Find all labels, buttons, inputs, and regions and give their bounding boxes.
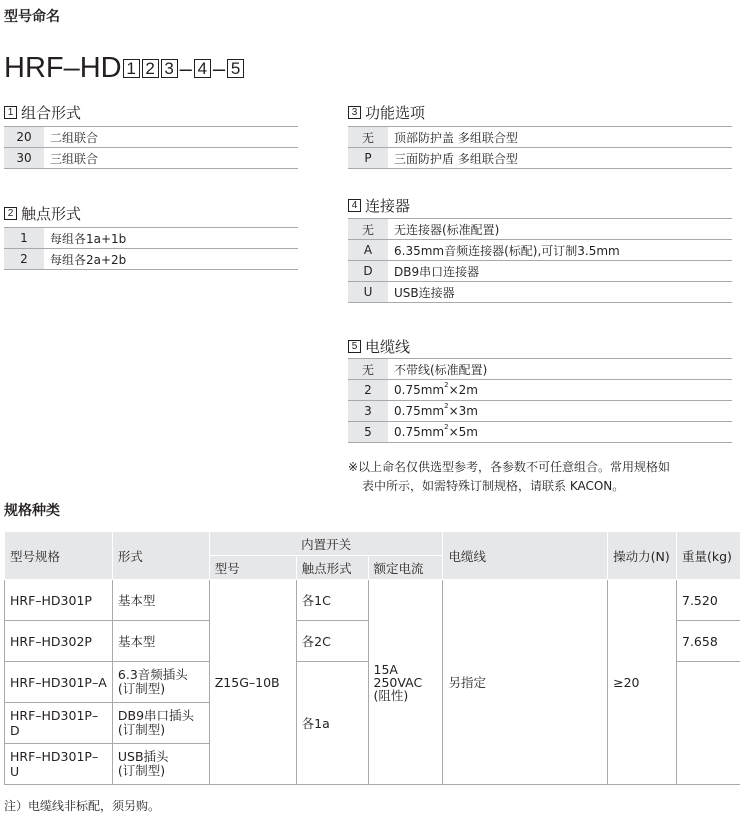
function-title: 功能选项 (365, 104, 426, 122)
option-code: 无 (348, 127, 388, 148)
superscript: 2 (444, 423, 449, 431)
cable-table (348, 358, 732, 443)
option-code: U (348, 282, 388, 303)
note-line-1: ※以上命名仅供选型参考，各参数不可任意组合。常用规格如 (348, 460, 671, 474)
model-box-1: 1 (123, 59, 140, 78)
cell-rated-current (368, 580, 443, 785)
cell-contact: 各1a (296, 662, 368, 785)
table-row (348, 240, 732, 261)
connector-heading (348, 195, 410, 216)
model-sep: – (212, 55, 226, 81)
connector-table (348, 218, 732, 303)
option-desc: USB连接器 (388, 282, 732, 303)
header-rated-current: 额定电流 (368, 556, 443, 580)
option-desc: 每组各2a+2b (44, 249, 298, 270)
cell-force: ≥20 (608, 580, 677, 785)
table-row (348, 219, 732, 240)
combo-table (4, 126, 298, 169)
table-row (348, 401, 732, 422)
cable-num: 5 (348, 340, 361, 353)
function-table (348, 126, 732, 169)
cable-length: ×2m (448, 383, 478, 397)
naming-title: 型号命名 (4, 9, 60, 25)
naming-note (348, 458, 670, 496)
header-force: 操动力(N) (608, 532, 677, 580)
model-prefix: HRF–HD (4, 52, 122, 84)
cell-model: HRF–HD301P–A (5, 662, 113, 703)
option-desc: 三面防护盾 多组联合型 (388, 148, 732, 169)
cable-size: 0.75mm (394, 404, 445, 418)
option-desc: 无连接器(标准配置) (388, 219, 732, 240)
cell-model: HRF–HD301P–D (5, 703, 113, 744)
table-row (4, 148, 298, 169)
combo-num: 1 (4, 106, 17, 119)
option-desc (388, 422, 732, 443)
header-switch-model: 型号 (209, 556, 296, 580)
header-builtin-switch: 内置开关 (209, 532, 443, 556)
cell-model: HRF–HD301P (5, 580, 113, 621)
option-code: 20 (4, 127, 44, 148)
cell-form (112, 703, 209, 744)
form-line: (订制型) (117, 722, 166, 737)
table-row (348, 127, 732, 148)
cable-size: 0.75mm (394, 383, 445, 397)
option-code: 30 (4, 148, 44, 169)
option-desc: 不带线(标准配置) (388, 359, 732, 380)
option-desc (388, 380, 732, 401)
spec-table (4, 531, 740, 785)
table-row (348, 422, 732, 443)
option-code: D (348, 261, 388, 282)
option-code: 2 (348, 380, 388, 401)
table-row (5, 580, 740, 621)
table-row (348, 380, 732, 401)
cell-weight (677, 662, 740, 785)
footnote: 注）电缆线非标配，须另购。 (4, 799, 161, 813)
option-desc: 三组联合 (44, 148, 298, 169)
model-box-3: 3 (161, 59, 178, 78)
form-line: DB9串口插头 (117, 708, 195, 723)
header-cable: 电缆线 (443, 532, 608, 580)
rated-current-line: 250VAC (373, 674, 423, 690)
option-code: 3 (348, 401, 388, 422)
option-desc: 每组各1a+1b (44, 228, 298, 249)
cable-title: 电缆线 (365, 338, 411, 356)
cell-model: HRF–HD302P (5, 621, 113, 662)
cell-contact: 各1C (296, 580, 368, 621)
option-desc: 顶部防护盖 多组联合型 (388, 127, 732, 148)
cell-model: HRF–HD301P–U (5, 744, 113, 785)
header-form: 形式 (112, 532, 209, 580)
cable-size: 0.75mm (394, 425, 445, 439)
connector-num: 4 (348, 199, 361, 212)
table-row (4, 127, 298, 148)
cable-length: ×3m (448, 404, 478, 418)
cell-form (112, 662, 209, 703)
table-row (348, 261, 732, 282)
superscript: 2 (444, 381, 449, 389)
table-row (348, 148, 732, 169)
function-num: 3 (348, 106, 361, 119)
header-model: 型号规格 (5, 532, 113, 580)
table-row (348, 282, 732, 303)
option-desc: DB9串口连接器 (388, 261, 732, 282)
form-line: (订制型) (117, 763, 166, 778)
option-code: 2 (4, 249, 44, 270)
table-row (4, 249, 298, 270)
option-code: A (348, 240, 388, 261)
header-contact: 触点形式 (296, 556, 368, 580)
contact-table (4, 227, 298, 270)
model-code (4, 52, 245, 85)
model-box-5: 5 (227, 59, 244, 78)
connector-title: 连接器 (365, 197, 411, 215)
option-code: 5 (348, 422, 388, 443)
cell-switch-model: Z15G–10B (209, 580, 296, 785)
cell-cable: 另指定 (443, 580, 608, 785)
table-row (4, 228, 298, 249)
rated-current-line: 15A (373, 661, 398, 677)
model-box-2: 2 (142, 59, 159, 78)
cable-heading (348, 336, 410, 357)
option-code: P (348, 148, 388, 169)
function-heading (348, 102, 425, 123)
table-row (348, 359, 732, 380)
model-box-4: 4 (194, 59, 211, 78)
cell-form: 基本型 (112, 580, 209, 621)
option-desc: 二组联合 (44, 127, 298, 148)
spec-header-row (5, 532, 740, 556)
combo-title: 组合形式 (21, 104, 82, 122)
cable-length: ×5m (448, 425, 478, 439)
model-sep: – (179, 55, 192, 81)
form-line: 6.3音频插头 (117, 667, 188, 682)
option-desc: 6.35mm音频连接器(标配),可订制3.5mm (388, 240, 732, 261)
cell-weight: 7.658 (677, 621, 740, 662)
spec-title: 规格种类 (4, 503, 60, 519)
option-code: 无 (348, 359, 388, 380)
contact-num: 2 (4, 207, 17, 220)
note-line-2: 表中所示，如需特殊订制规格，请联系 KACON。 (362, 479, 625, 493)
superscript: 2 (444, 402, 449, 410)
option-code: 1 (4, 228, 44, 249)
header-weight: 重量(kg) (677, 532, 740, 580)
option-code: 无 (348, 219, 388, 240)
cell-weight: 7.520 (677, 580, 740, 621)
cell-contact: 各2C (296, 621, 368, 662)
cell-form: 基本型 (112, 621, 209, 662)
form-line: USB插头 (117, 749, 169, 764)
contact-title: 触点形式 (21, 205, 82, 223)
contact-heading (4, 203, 81, 224)
form-line: (订制型) (117, 681, 166, 696)
combo-heading (4, 102, 81, 123)
rated-current-line: (阻性) (373, 687, 409, 703)
cell-form (112, 744, 209, 785)
option-desc (388, 401, 732, 422)
